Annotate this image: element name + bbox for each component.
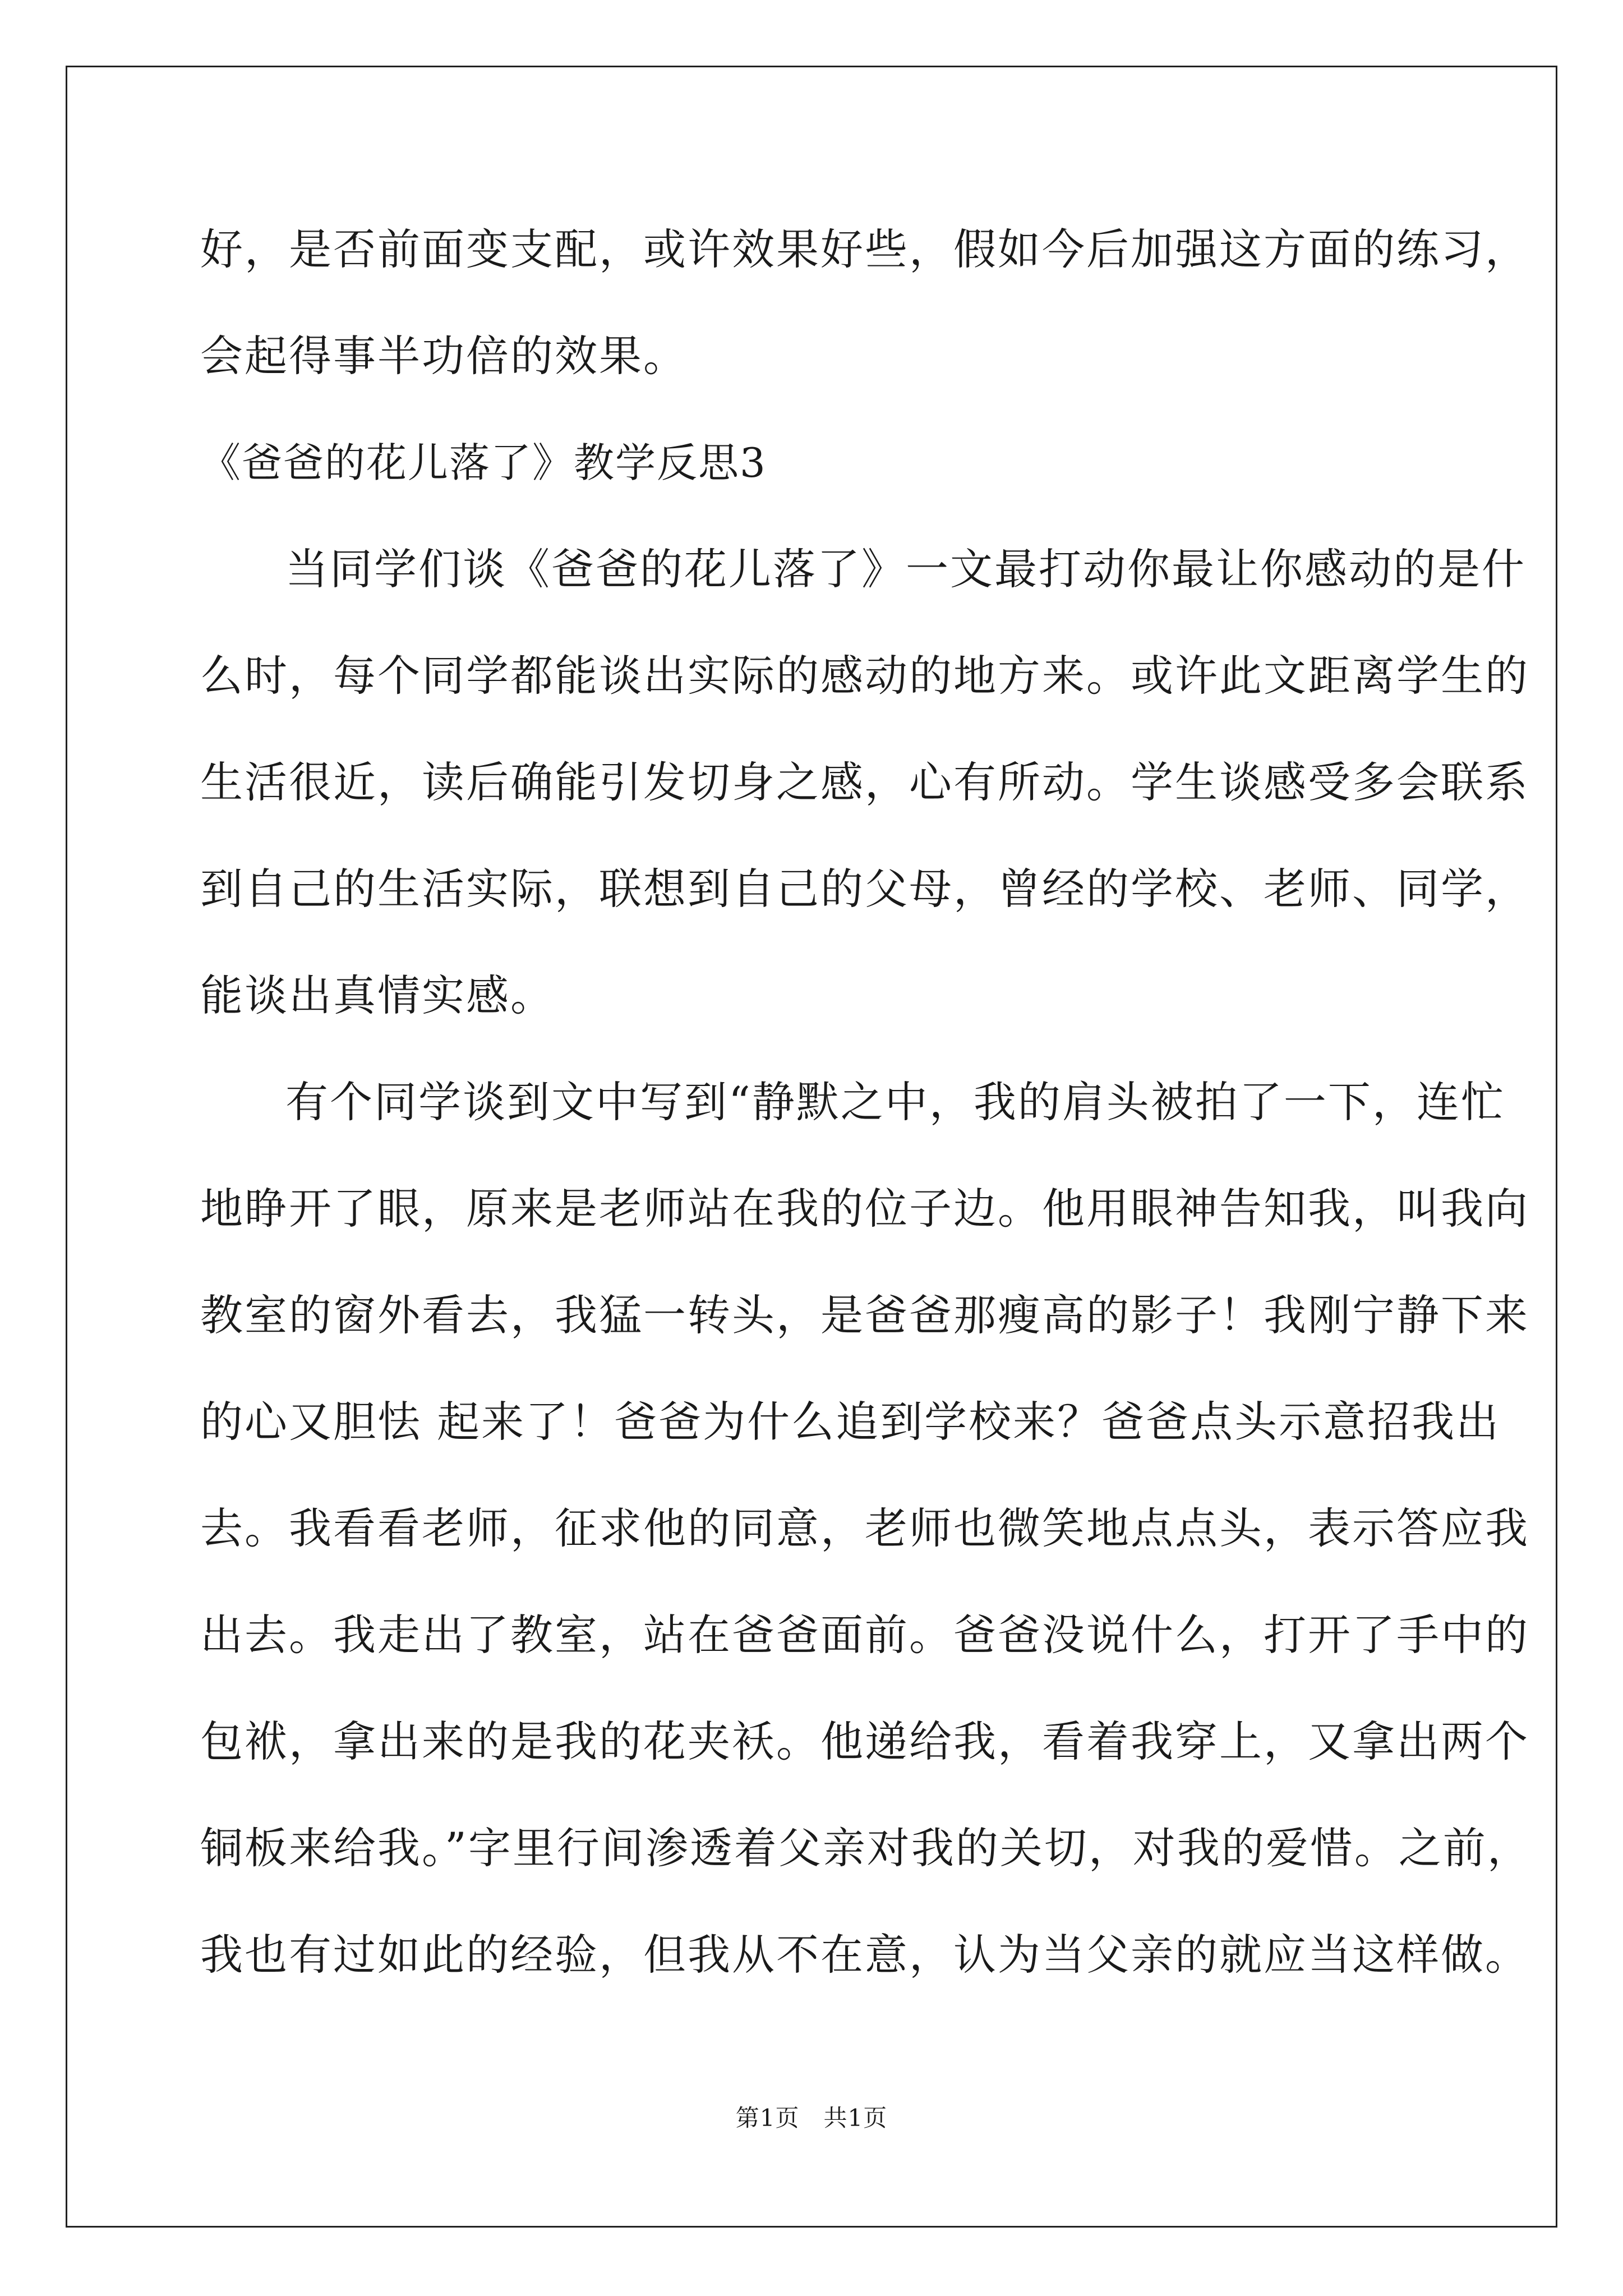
text-line: 到自己的生活实际，联想到自己的父母，曾经的学校、老师、同学， xyxy=(200,864,1529,914)
text-line: 能谈出真情实感。 xyxy=(200,970,555,1020)
text-line: 地睁开了眼，原来是老师站在我的位子边。他用眼神告知我，叫我向 xyxy=(200,1184,1529,1234)
text-line: 去。我看看老师，征求他的同意，老师也微笑地点点头，表示答应我 xyxy=(200,1503,1529,1553)
text-line: 有个同学谈到文中写到“静默之中，我的肩头被拍了一下，连忙 xyxy=(285,1077,1505,1127)
text-line: 包袱，拿出来的是我的花夹袄。他递给我，看着我穿上，又拿出两个 xyxy=(200,1717,1529,1766)
text-line: 当同学们谈《爸爸的花儿落了》一文最打动你最让你感动的是什 xyxy=(285,544,1526,594)
text-line: 的心又胆怯 起来了！爸爸为什么追到学校来？爸爸点头示意招我出 xyxy=(200,1397,1501,1447)
text-line: 我也有过如此的经验，但我从不在意，认为当父亲的就应当这样做。 xyxy=(200,1930,1529,1980)
text-line: 生活很近，读后确能引发切身之感，心有所动。学生谈感受多会联系 xyxy=(200,757,1529,807)
section-heading: 《爸爸的花儿落了》教学反思3 xyxy=(200,439,767,486)
text-line: 铜板来给我。”字里行间渗透着父亲对我的关切，对我的爱惜。之前， xyxy=(200,1823,1532,1873)
text-line: 么时，每个同学都能谈出实际的感动的地方来。或许此文距离学生的 xyxy=(200,651,1529,701)
text-line: 好，是否前面变支配，或许效果好些，假如今后加强这方面的练习， xyxy=(200,224,1529,274)
text-line: 教室的窗外看去，我猛一转头，是爸爸那瘦高的影子！我刚宁静下来 xyxy=(200,1290,1529,1340)
text-line: 出去。我走出了教室，站在爸爸面前。爸爸没说什么，打开了手中的 xyxy=(200,1610,1529,1660)
document-body xyxy=(200,196,1532,2008)
text-line: 会起得事半功倍的效果。 xyxy=(200,331,688,381)
page-number: 第1页 共1页 xyxy=(735,2104,888,2132)
